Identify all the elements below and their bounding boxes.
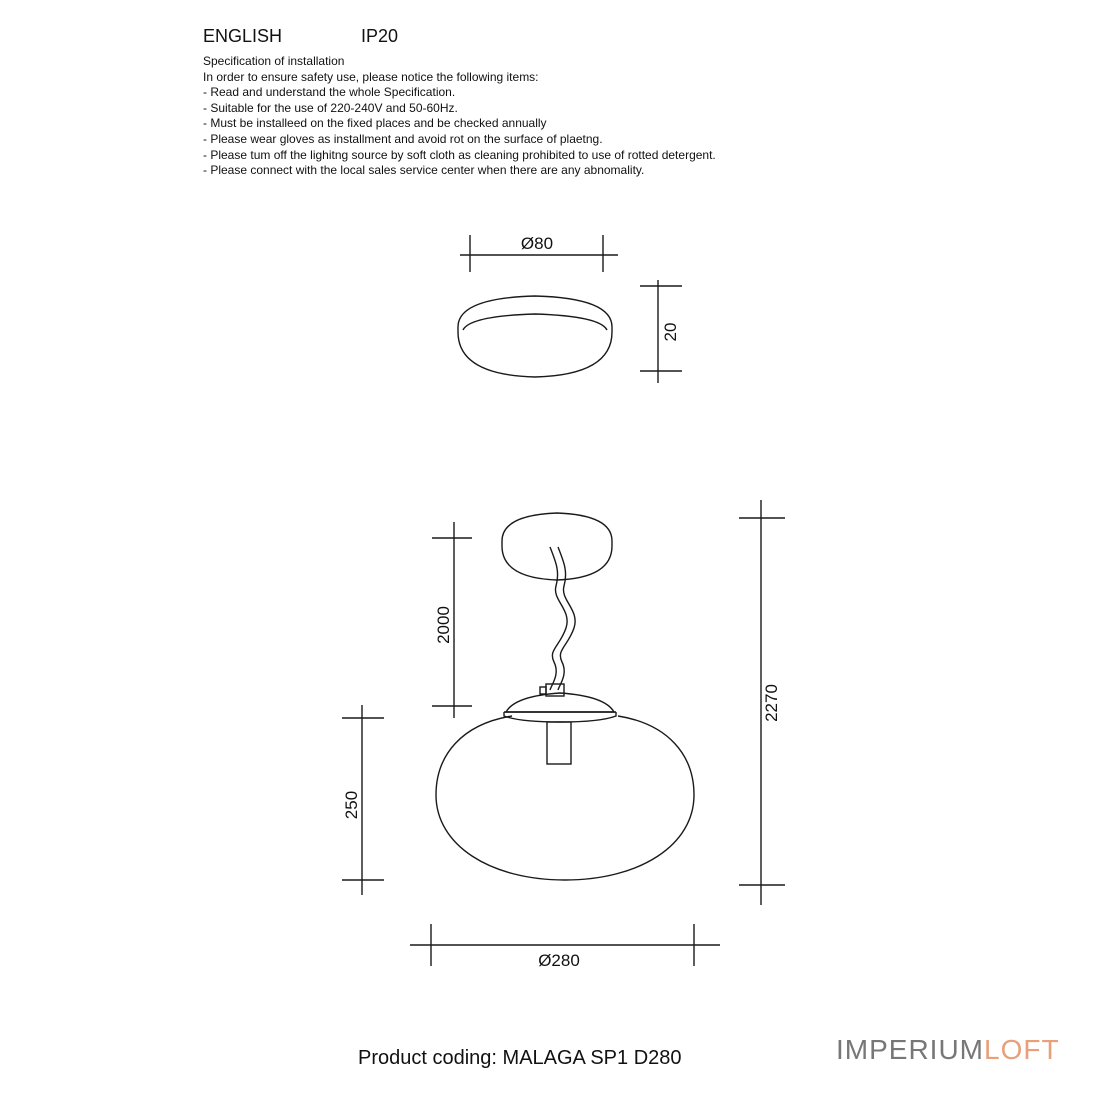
total-height-label: 2270 [762,684,781,722]
shade-diameter-label: Ø280 [538,951,580,970]
cord-length-label: 2000 [434,606,453,644]
cord-screw [540,687,546,694]
ip-rating-label: IP20 [361,26,399,46]
canopy-body [458,296,612,377]
spec-intro: In order to ensure safety use, please notice the following items: [203,69,539,84]
canopy-detail [458,234,682,383]
language-label: ENGLISH [203,26,283,46]
pendant-lamp [342,500,785,970]
spec-item: - Must be installeed on the fixed places and be checked annually [203,116,547,131]
globe-shade [436,716,694,880]
spec-item: - Please wear gloves as installment and avoid rot on the surface of plaetng. [203,131,603,146]
spec-item: - Suitable for the use of 220-240V and 50-60Hz. [203,100,458,115]
product-coding: Product coding: MALAGA SP1 D280 [358,1047,682,1069]
canopy-diameter-label: Ø80 [520,234,554,253]
lamp-holder [547,722,571,764]
brand-logo [836,1034,1060,1066]
canopy-height-label: 20 [661,322,680,342]
canopy-rim [463,314,607,330]
spec-item: - Read and understand the whole Specification. [203,85,456,100]
spec-item: - Please tum off the lighitng source by soft cloth as cleaning prohibited to use of rotted detergent. [203,147,716,162]
spec-title: Specification of installation [203,54,345,68]
spec-item: - Please connect with the local sales service center when there are any abnomality. [203,163,645,178]
logo-text-primary: IMPERIUM [836,1034,984,1065]
shade-cap-collar [504,712,616,722]
shade-height-label: 250 [342,790,361,820]
logo-text-accent: LOFT [984,1034,1060,1065]
